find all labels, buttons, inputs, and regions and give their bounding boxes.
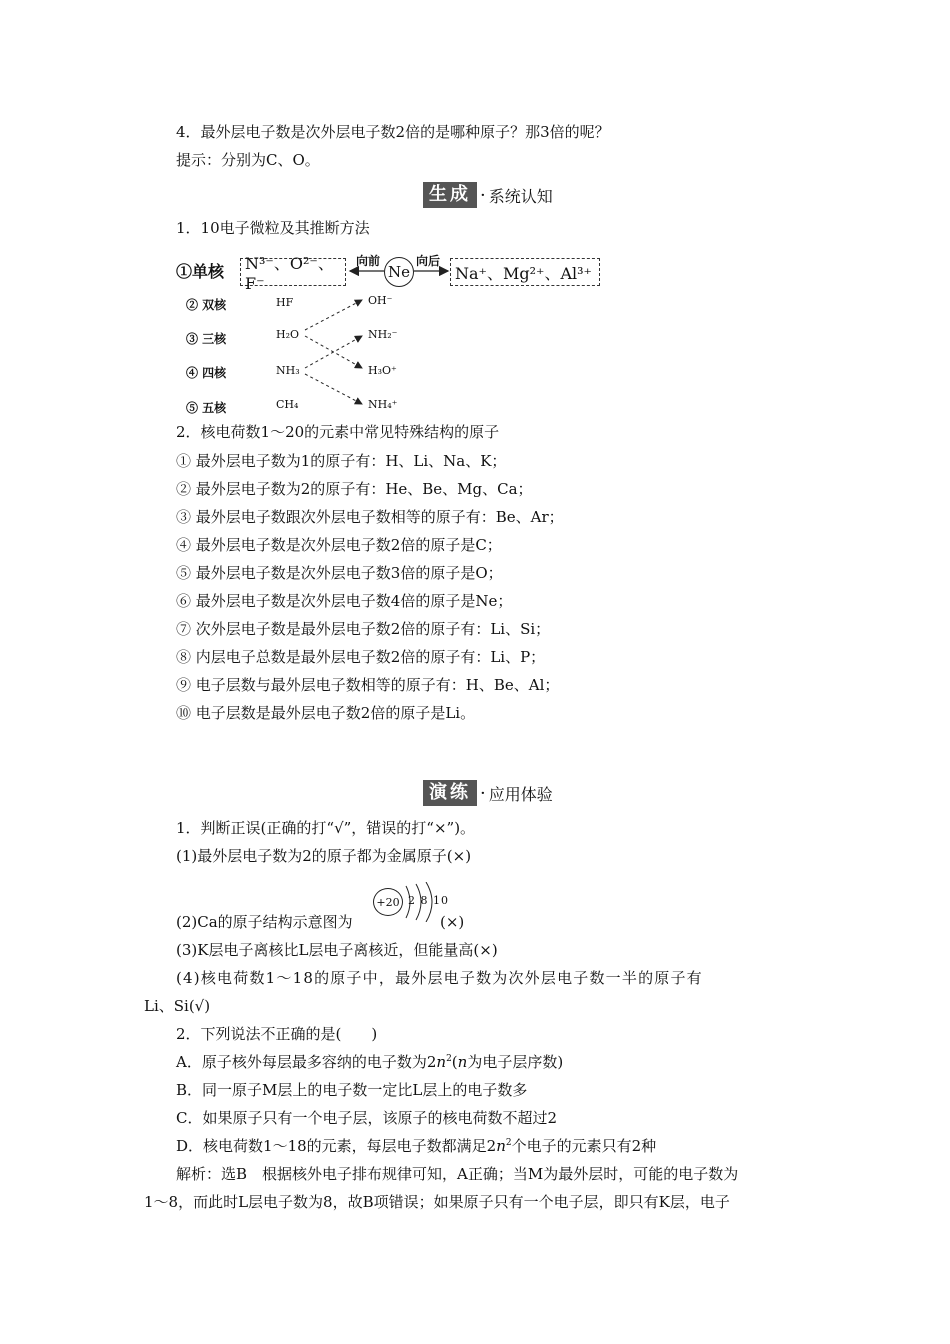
row2-right: OH⁻	[368, 294, 393, 307]
list-item: ⑨ 电子层数与最外层电子数相等的原子有：H、Be、Al；	[176, 676, 560, 694]
nucleus-circle: +20	[373, 888, 403, 916]
exercise-2-question: 2．下列说法不正确的是( )	[176, 1025, 378, 1043]
section-badge: 生成	[423, 182, 477, 208]
answer-explanation-cont: 1～8，而此时L层电子数为8，故B项错误；如果原子只有一个电子层，即只有K层，电子	[144, 1193, 730, 1211]
row5-label: ⑤ 五核	[186, 401, 227, 415]
option-a: A．原子核外每层最多容纳的电子数为$2n^2(n$为电子层序数)	[176, 1053, 564, 1071]
diagram-arrows	[0, 0, 950, 420]
exercise-1-question: 1．判断正误(正确的打“√”，错误的打“×”)。	[176, 819, 476, 837]
section-badge: 演练	[423, 780, 477, 806]
list-item: ① 最外层电子数为1的原子有：H、Li、Na、K；	[176, 452, 507, 470]
option-b: B．同一原子M层上的电子数一定比L层上的电子数多	[176, 1081, 528, 1099]
hint-text: 提示：分别为C、O。	[176, 151, 320, 169]
answer-explanation: 解析：选B 根据核外电子排布规律可知，A正确；当M为最外层时，可能的电子数为	[176, 1165, 739, 1183]
section-heading-generate: 生成 · 系统认知	[423, 182, 553, 208]
row4-label: ④ 四核	[186, 366, 227, 380]
row4-left: NH₃	[276, 364, 300, 377]
list-item: ⑩ 电子层数是最外层电子数2倍的原子是Li。	[176, 704, 476, 722]
row3-label: ③ 三核	[186, 332, 227, 346]
list-item: ⑥ 最外层电子数是次外层电子数4倍的原子是Ne；	[176, 592, 513, 610]
s1-item-1: 1．10电子微粒及其推断方法	[176, 219, 370, 237]
section-title: 系统认知	[488, 186, 553, 206]
row5-right: NH₄⁺	[368, 398, 398, 411]
exercise-1-a4: (4)核电荷数1～18的原子中，最外层电子数为次外层电子数一半的原子有	[176, 969, 703, 987]
list-item: ② 最外层电子数为2的原子有：He、Be、Mg、Ca；	[176, 480, 533, 498]
exercise-1-a3: (3)K层电子离核比L层电子离核近，但能量高(×)	[176, 941, 498, 959]
list-item: ⑧ 内层电子总数是最外层电子数2倍的原子有：Li、P；	[176, 648, 546, 666]
shell-electron-counts: 2 8 10	[408, 894, 449, 907]
row3-left: H₂O	[276, 328, 300, 341]
exercise-1-a2-text: (2)Ca的原子结构示意图为	[176, 913, 353, 931]
arrow-label-backward: 向后	[416, 254, 441, 268]
neon-circle: Ne	[384, 257, 414, 287]
row3-right: NH₂⁻	[368, 328, 398, 341]
option-d: D．核电荷数1～18的元素，每层电子数都满足$2n^2$个电子的元素只有2种	[176, 1137, 657, 1155]
row4-right: H₃O⁺	[368, 364, 397, 377]
row2-label: ② 双核	[186, 298, 227, 312]
row2-left: HF	[276, 296, 294, 309]
right-ion-box: Na⁺、Mg²⁺、Al³⁺	[450, 258, 600, 286]
section-heading-practice: 演练 · 应用体验	[423, 780, 553, 806]
list-item: ④ 最外层电子数是次外层电子数2倍的原子是C；	[176, 536, 502, 554]
s1-item-2: 2．核电荷数1～20的元素中常见特殊结构的原子	[176, 423, 500, 441]
section-title: 应用体验	[488, 784, 553, 804]
row5-left: CH₄	[276, 398, 299, 411]
arrow-label-forward: 向前	[356, 254, 381, 268]
question-4: 4．最外层电子数是次外层电子数2倍的是哪种原子？那3倍的呢？	[176, 123, 610, 141]
list-item: ⑤ 最外层电子数是次外层电子数3倍的原子是O；	[176, 564, 503, 582]
list-item: ③ 最外层电子数跟次外层电子数相等的原子有：Be、Ar；	[176, 508, 564, 526]
exercise-1-a4-cont: Li、Si(√)	[144, 997, 211, 1015]
exercise-1-a1: (1)最外层电子数为2的原子都为金属原子(×)	[176, 847, 472, 865]
list-item: ⑦ 次外层电子数是最外层电子数2倍的原子有：Li、Si；	[176, 620, 551, 638]
row1-label: ①单核	[176, 262, 225, 281]
option-c: C．如果原子只有一个电子层，该原子的核电荷数不超过2	[176, 1109, 558, 1127]
left-ion-box: N³⁻、O²⁻、F⁻	[240, 258, 346, 286]
exercise-1-a2-verdict: (×)	[440, 913, 465, 931]
